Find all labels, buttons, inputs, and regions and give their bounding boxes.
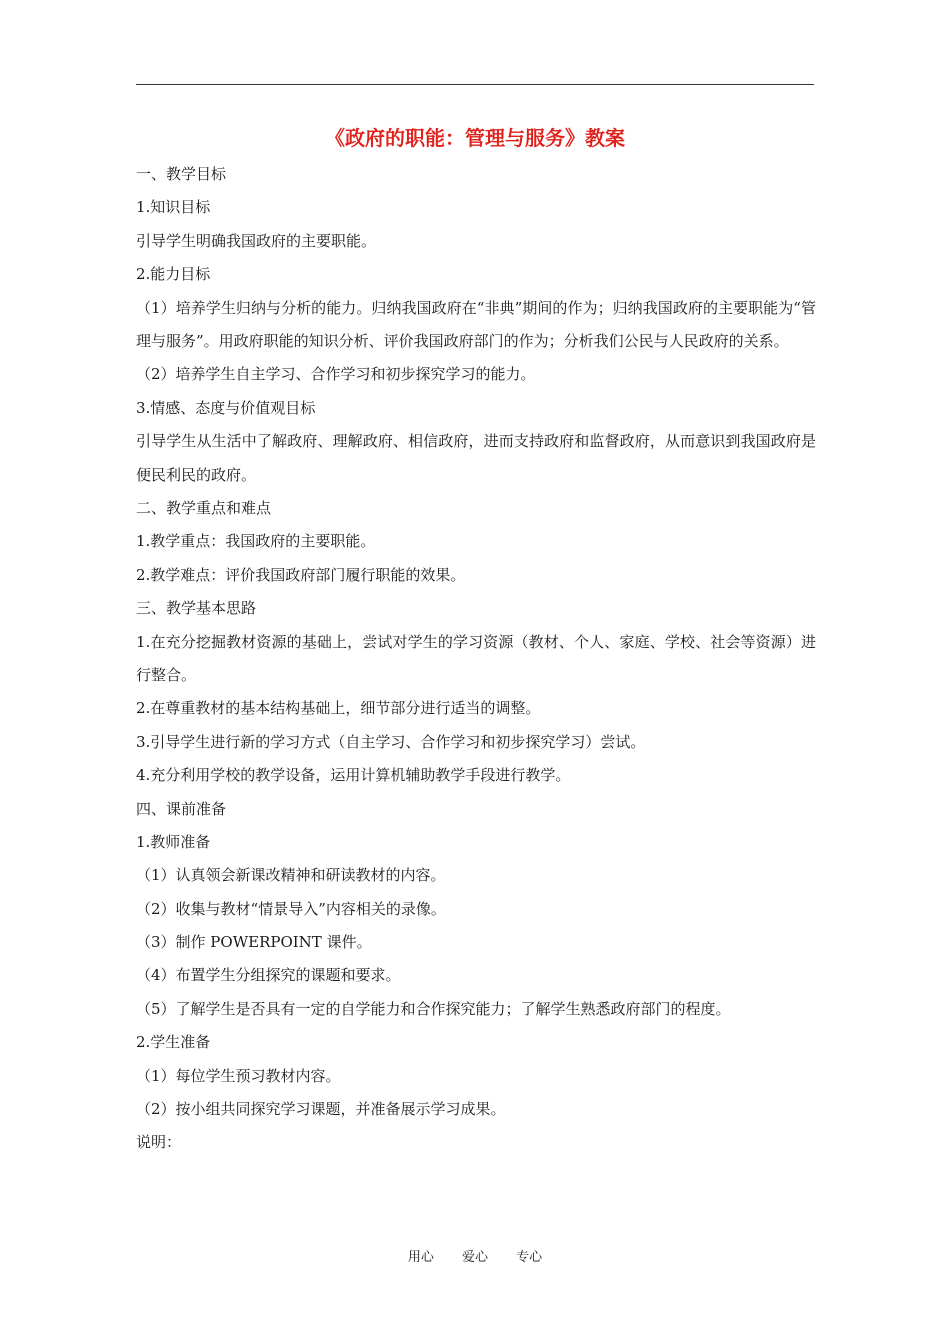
subheading-ability-goal: 2.能力目标	[136, 265, 211, 284]
paragraph-line: 3.引导学生进行新的学习方式（自主学习、合作学习和初步探究学习）尝试。	[136, 732, 646, 751]
section-heading-approach: 三、教学基本思路	[136, 599, 257, 618]
paragraph-line: 1.教学重点：我国政府的主要职能。	[136, 532, 376, 551]
section-heading-key-points: 二、教学重点和难点	[136, 498, 272, 517]
paragraph-line: （2）收集与教材“情景导入”内容相关的录像。	[136, 899, 446, 918]
page-title: 《政府的职能：管理与服务》教案	[325, 126, 625, 150]
paragraph-line: （3）制作 POWERPOINT 课件。	[136, 933, 372, 952]
header-rule	[136, 84, 814, 85]
paragraph-line: 2.教学难点：评价我国政府部门履行职能的效果。	[136, 565, 466, 584]
paragraph-emotion: 引导学生从生活中了解政府、理解政府、相信政府，进而支持政府和监督政府，从而意识到我国政府是便民利民的政府。	[136, 432, 816, 484]
paragraph-line: （2）按小组共同探究学习课题，并准备展示学习成果。	[136, 1100, 506, 1119]
subheading-emotion-goal: 3.情感、态度与价值观目标	[136, 398, 316, 417]
paragraph-line: （5）了解学生是否具有一定的自学能力和合作探究能力；了解学生熟悉政府部门的程度。	[136, 999, 731, 1018]
paragraph-line: （1）每位学生预习教材内容。	[136, 1066, 341, 1085]
paragraph-ability-1: （1）培养学生归纳与分析的能力。归纳我国政府在“非典”期间的作为；归纳我国政府的主要职能为“管理与服务”。用政府职能的知识分析、评价我国政府部门的作为；分析我们公民与人民政府的关系。	[136, 298, 816, 350]
section-heading-preparation: 四、课前准备	[136, 799, 227, 818]
paragraph-line: （1）认真领会新课改精神和研读教材的内容。	[136, 866, 446, 885]
document-body	[136, 158, 816, 1160]
paragraph-line: 2.在尊重教材的基本结构基础上，细节部分进行适当的调整。	[136, 699, 541, 718]
paragraph-line: 引导学生明确我国政府的主要职能。	[136, 231, 377, 250]
paragraph-line: （4）布置学生分组探究的课题和要求。	[136, 966, 401, 985]
paragraph-line: 说明：	[136, 1133, 182, 1152]
footer-item: 用心	[407, 1250, 434, 1265]
paragraph-line: 4.充分利用学校的教学设备，运用计算机辅助教学手段进行教学。	[136, 766, 571, 785]
paragraph-approach-1: 1.在充分挖掘教材资源的基础上，尝试对学生的学习资源（教材、个人、家庭、学校、社会等资源）进行整合。	[136, 632, 816, 684]
footer-item: 爱心	[461, 1250, 488, 1265]
subheading-teacher-prep: 1.教师准备	[136, 832, 211, 851]
footer-item: 专心	[516, 1250, 543, 1265]
paragraph-line: （2）培养学生自主学习、合作学习和初步探究学习的能力。	[136, 365, 536, 384]
page-footer	[0, 1248, 950, 1268]
section-heading-goals: 一、教学目标	[136, 165, 227, 183]
subheading-knowledge-goal: 1.知识目标	[136, 198, 211, 217]
subheading-student-prep: 2.学生准备	[136, 1033, 211, 1052]
